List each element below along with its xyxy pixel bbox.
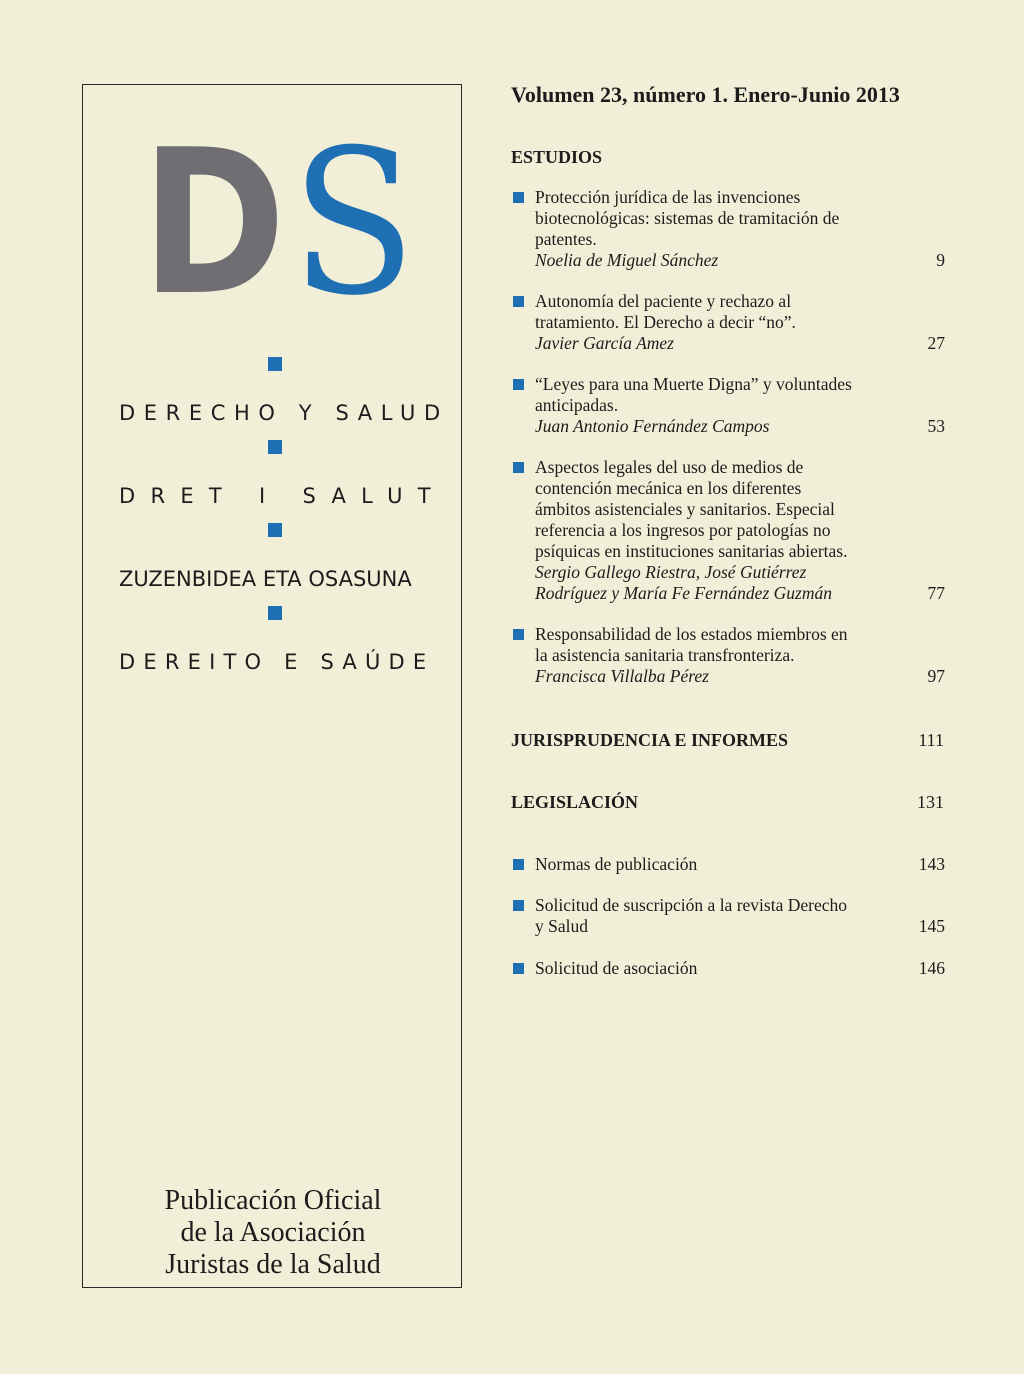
entry-author-line: Francisca Villalba Pérez	[535, 666, 709, 686]
section-jurisprudencia: JURISPRUDENCIA E INFORMES	[511, 730, 789, 750]
separator-square	[268, 606, 282, 620]
separator-square	[268, 523, 282, 537]
bullet-square-icon	[513, 296, 524, 307]
bullet-square-icon	[513, 192, 524, 203]
bullet-square-icon	[513, 629, 524, 640]
entry-page-number: 77	[927, 583, 945, 603]
bullet-square-icon	[513, 900, 524, 911]
entry-title-line: tratamiento. El Derecho a decir “no”.	[535, 312, 796, 332]
cover-panel	[82, 84, 462, 1288]
toc-entry	[511, 958, 945, 979]
title-galician: DEREITO E SAÚDE	[119, 650, 435, 674]
publisher-line: Juristas de la Salud	[165, 1249, 381, 1280]
ds-logo	[141, 137, 431, 302]
entry-title-line: Normas de publicación	[535, 854, 698, 874]
toc-entry	[511, 187, 945, 271]
toc-entry	[511, 895, 945, 937]
entry-title-line: psíquicas en instituciones sanitarias abiertas.	[535, 541, 848, 561]
toc-entry	[511, 374, 945, 437]
entry-title-line: Responsabilidad de los estados miembros en	[535, 624, 848, 644]
entry-title-line: Autonomía del paciente y rechazo al	[535, 291, 792, 311]
toc-entry	[511, 457, 945, 604]
publisher-line: de la Asociación	[180, 1217, 366, 1248]
toc-entry	[511, 624, 945, 687]
section-estudios: ESTUDIOS	[511, 147, 603, 167]
separator-square	[268, 357, 282, 371]
bullet-square-icon	[513, 963, 524, 974]
publisher-line: Publicación Oficial	[164, 1185, 382, 1216]
separator-square	[268, 440, 282, 454]
entry-author-line: Sergio Gallego Riestra, José Gutiérrez	[535, 562, 807, 582]
toc-entry	[511, 854, 945, 875]
entry-author-line: Juan Antonio Fernández Campos	[535, 416, 770, 436]
entry-author-line: Noelia de Miguel Sánchez	[535, 250, 719, 270]
bullet-square-icon	[513, 379, 524, 390]
entry-author-line: Rodríguez y María Fe Fernández Guzmán	[535, 583, 832, 603]
entry-page-number: 9	[936, 250, 945, 270]
section-page-number: 111	[918, 730, 944, 750]
entry-title-line: la asistencia sanitaria transfronteriza.	[535, 645, 795, 665]
entry-title-line: patentes.	[535, 229, 597, 249]
entry-title-line: anticipadas.	[535, 395, 619, 415]
publisher-note	[83, 1185, 463, 1281]
entry-page-number: 145	[918, 916, 945, 936]
entry-title-line: referencia a los ingresos por patologías no	[535, 520, 831, 540]
logo-letter-s: S	[291, 137, 416, 302]
entry-title-line: biotecnológicas: sistemas de tramitación de	[535, 208, 840, 228]
title-catalan: DRET I SALUT	[119, 484, 446, 508]
title-basque: ZUZENBIDEA ETA OSASUNA	[119, 567, 412, 591]
toc-entry	[511, 291, 945, 354]
logo-letter-d: D	[141, 137, 286, 302]
entry-page-number: 146	[918, 958, 945, 978]
entry-author-line: Javier García Amez	[535, 333, 674, 353]
entry-title-line: “Leyes para una Muerte Digna” y voluntades	[535, 374, 852, 394]
entry-title-line: Solicitud de suscripción a la revista Derecho	[535, 895, 847, 915]
entry-title-line: ámbitos asistenciales y sanitarios. Especial	[535, 499, 835, 519]
entry-page-number: 27	[927, 333, 945, 353]
entry-title-line: contención mecánica en los diferentes	[535, 478, 802, 498]
entry-page-number: 97	[927, 666, 945, 686]
entry-title-line: y Salud	[535, 916, 588, 936]
entry-page-number: 143	[918, 854, 945, 874]
section-legislacion: LEGISLACIÓN	[511, 792, 639, 812]
entry-page-number: 53	[927, 416, 945, 436]
entry-title-line: Aspectos legales del uso de medios de	[535, 457, 804, 477]
title-spanish: DERECHO Y SALUD	[119, 401, 449, 425]
bullet-square-icon	[513, 859, 524, 870]
entry-title-line: Solicitud de asociación	[535, 958, 698, 978]
section-page-number: 131	[917, 792, 944, 812]
entry-title-line: Protección jurídica de las invenciones	[535, 187, 801, 207]
issue-heading: Volumen 23, número 1. Enero-Junio 2013	[511, 82, 900, 107]
bullet-square-icon	[513, 462, 524, 473]
